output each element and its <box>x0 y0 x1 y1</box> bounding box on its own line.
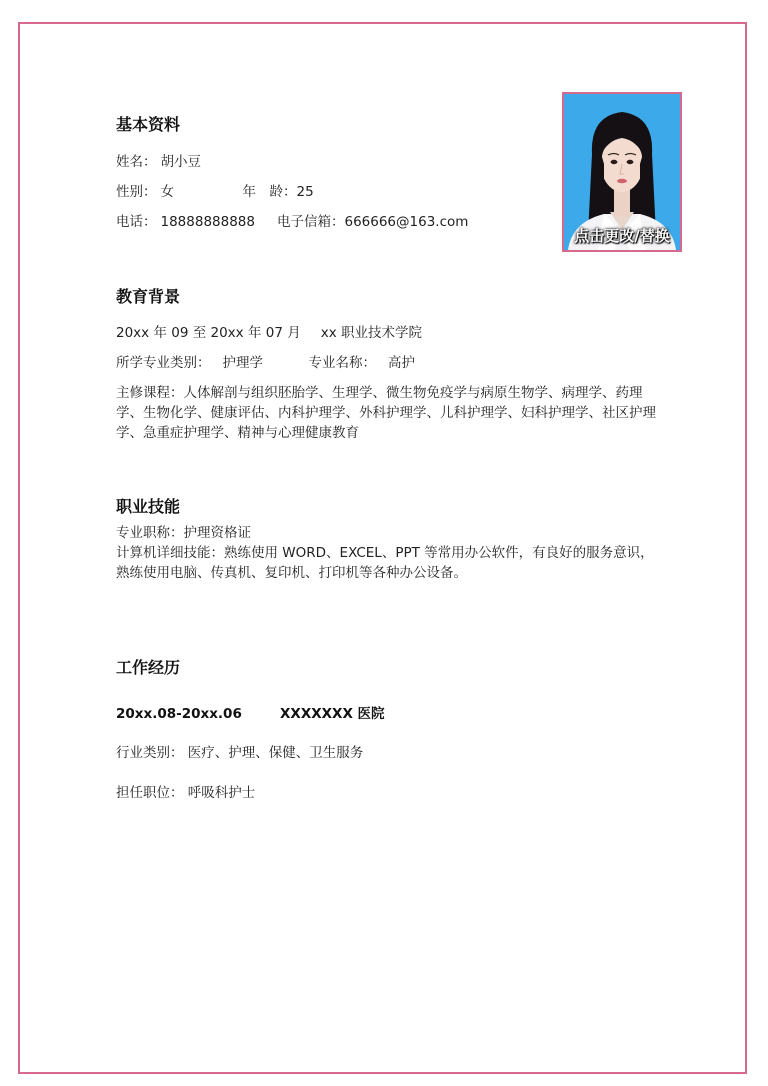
contact-row <box>116 212 468 232</box>
gender-value: 女 <box>160 184 174 200</box>
position-text: 担任职位： 呼吸科护士 <box>116 785 256 801</box>
age-value: 25 <box>296 184 314 200</box>
section-title-work: 工作经历 <box>116 658 181 677</box>
gender-label: 性别： <box>116 184 157 200</box>
phone-value: 18888888888 <box>160 214 255 230</box>
education-period: 20xx 年 09 至 20xx 年 07 月 <box>116 325 301 341</box>
education-major-row <box>116 353 415 373</box>
major-name-label: 专业名称： <box>308 355 376 371</box>
name-value: 胡小豆 <box>160 154 201 170</box>
phone-label: 电话： <box>116 214 157 230</box>
name-row <box>116 152 201 172</box>
work-period: 20xx.08-20xx.06 <box>116 706 242 722</box>
gender-age-row <box>116 182 314 202</box>
industry-text: 行业类别： 医疗、护理、保健、卫生服务 <box>116 745 364 761</box>
education-period-row <box>116 323 422 343</box>
profile-photo[interactable] <box>562 92 682 252</box>
major-category-label: 所学专业类别： <box>116 355 211 371</box>
courses-text: 主修课程：人体解剖与组织胚胎学、生理学、微生物免疫学与病原生物学、病理学、药理学、生物化学、健康评估、内科护理学、外科护理学、儿科护理学、妇科护理学、社区护理学、急重症护理学、精神与心理健康教育 <box>116 385 656 441</box>
age-label: 年 龄： <box>242 184 297 200</box>
major-name-value: 高护 <box>388 355 415 371</box>
professional-title: 专业职称：护理资格证 <box>116 525 251 541</box>
email-value: 666666@163.com <box>344 214 469 230</box>
name-label: 姓名： <box>116 154 157 170</box>
hospital-name: XXXXXXX 医院 <box>280 706 385 722</box>
replace-photo-label[interactable]: 点击更改/替换 <box>574 227 670 245</box>
section-title-skills: 职业技能 <box>116 497 181 516</box>
school-name: xx 职业技术学院 <box>320 325 422 341</box>
work-entry-header <box>116 704 385 724</box>
section-title-basic: 基本资料 <box>116 115 181 134</box>
computer-skills-text: 计算机详细技能：熟练使用 WORD、EXCEL、PPT 等常用办公软件，有良好的服务意识，熟练使用电脑、传真机、复印机、打印机等各种办公设备。 <box>116 545 654 581</box>
email-label: 电子信箱： <box>276 214 345 230</box>
major-category-value: 护理学 <box>222 355 263 371</box>
section-title-education: 教育背景 <box>116 287 181 306</box>
